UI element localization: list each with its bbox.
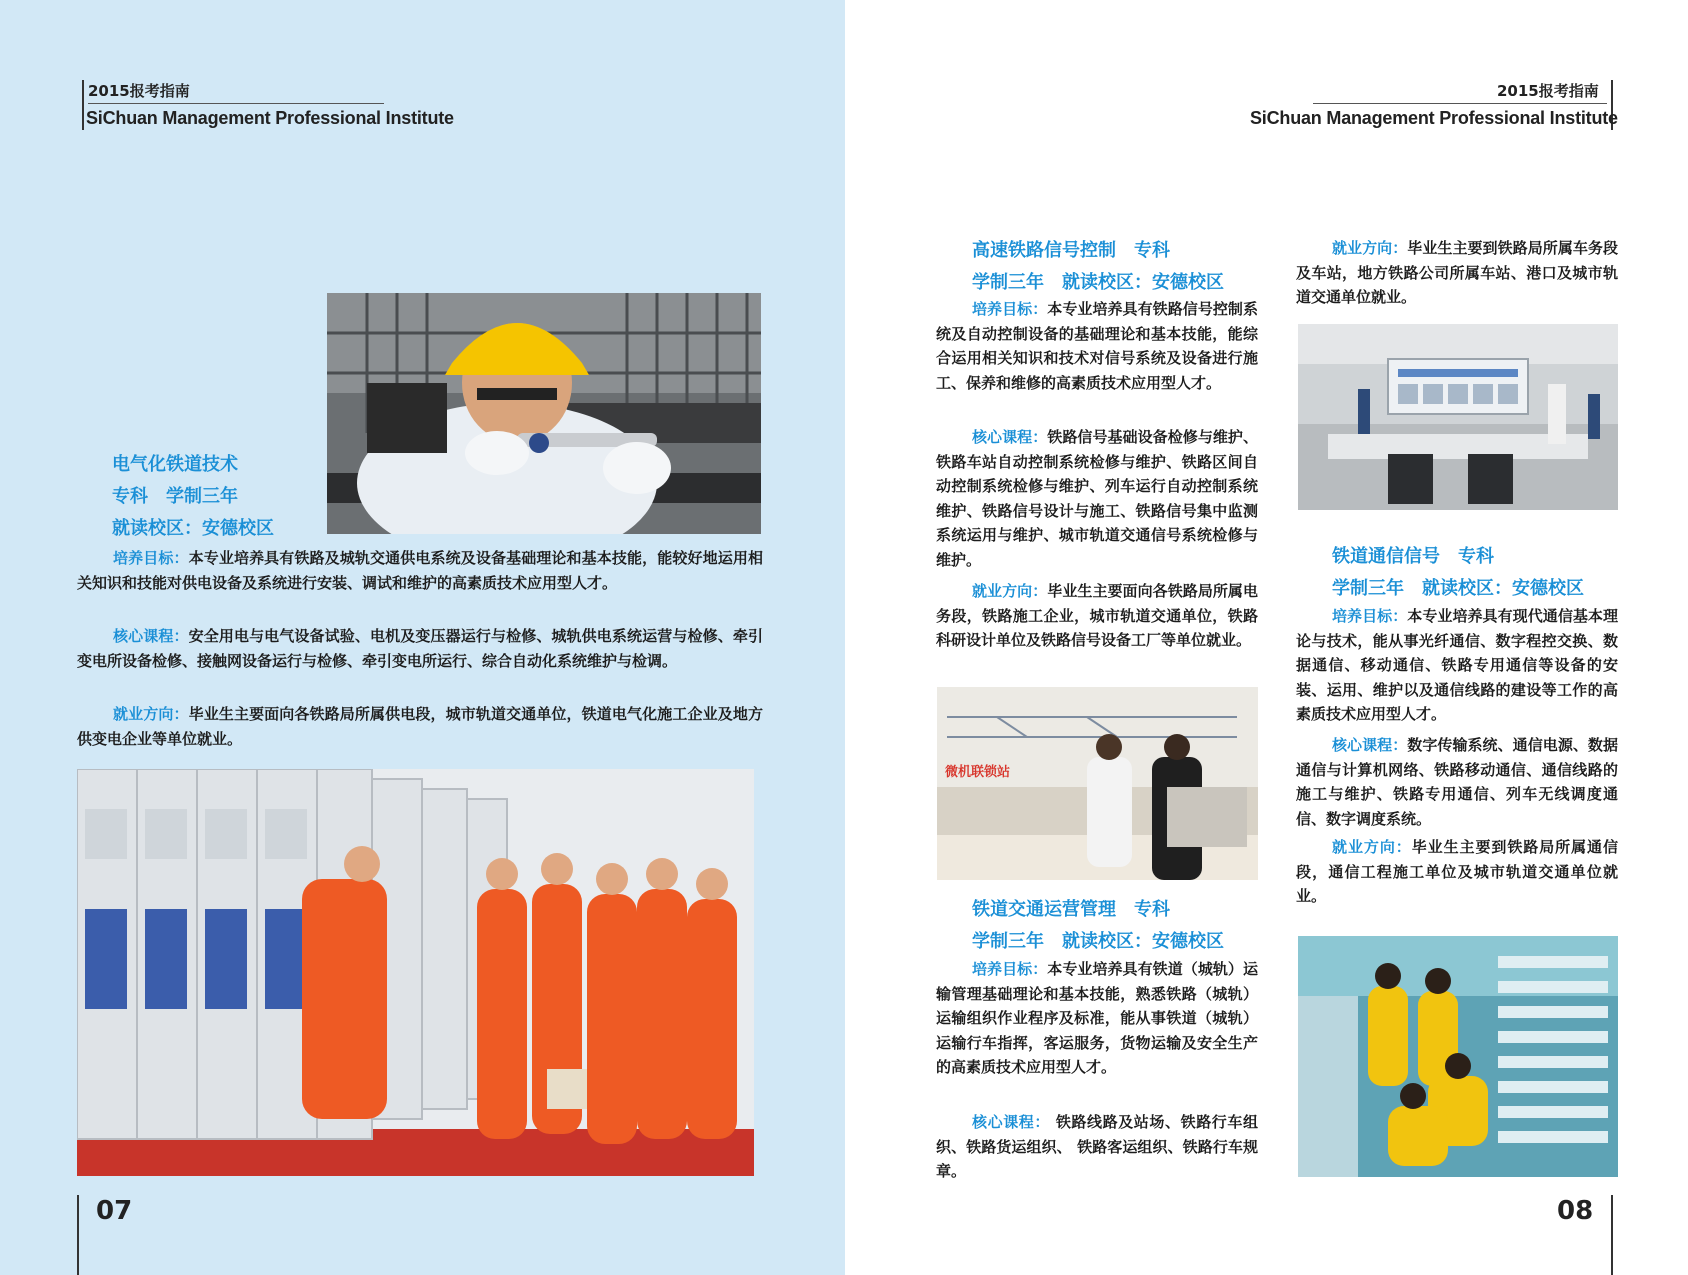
section-title-electrified: 电气化铁道技术 [112, 454, 238, 475]
header-bar-left [82, 80, 84, 130]
header-year-title: 2015报考指南 [88, 82, 190, 100]
courses-label: 核心课程： [113, 627, 189, 645]
photo-worker-helmet [327, 293, 761, 534]
career-text: 毕业生主要面向各铁路局所属电务段，铁路施工企业，城市轨道交通单位，铁路科研设计单位及铁路信号设备工厂等单位就业。 [936, 582, 1258, 649]
career-text: 毕业生主要到铁路局所属车务段及车站，地方铁路公司所属车站、港口及城市轨道交通单位就业。 [1296, 239, 1618, 306]
signal-career [936, 579, 1258, 653]
courses-label: 核心课程： [1332, 736, 1408, 754]
goal-text: 本专业培养具有铁道（城轨）运输管理基础理论和基本技能，熟悉铁路（城轨）运输组织作业程序及标准，能从事铁道（城轨）运输行车指挥，客运服务，货物运输及安全生产的高素质技术应用型人才。 [936, 960, 1258, 1076]
operations-goal [936, 957, 1258, 1080]
goal-label: 培养目标： [113, 549, 189, 567]
header-year-title-right: 2015报考指南 [1497, 82, 1599, 100]
signal-courses [936, 425, 1258, 572]
goal-label: 培养目标： [1332, 607, 1408, 625]
career-text: 毕业生主要面向各铁路局所属供电段，城市轨道交通单位，铁道电气化施工企业及地方供变电企业等单位就业。 [77, 705, 763, 748]
section-subtitle-operations: 学制三年 就读校区：安德校区 [972, 931, 1224, 952]
footer-bar-left [77, 1195, 79, 1275]
goal-text: 本专业培养具有现代通信基本理论与技术，能从事光纤通信、数字程控交换、数据通信、移动通信、铁路专用通信等设备的安装、运用、维护以及通信线路的建设等工作的高素质技术应用型人才。 [1296, 607, 1618, 723]
career-text: 毕业生主要到铁路局所属通信段，通信工程施工单位及城市轨道交通单位就业。 [1296, 838, 1618, 905]
operations-courses [936, 1110, 1258, 1184]
photo-interlocking-station [937, 687, 1258, 880]
electrified-goal [77, 546, 763, 595]
page-number-left: 07 [96, 1196, 133, 1226]
electrified-courses [77, 624, 763, 673]
career-label: 就业方向： [113, 705, 189, 723]
goal-text: 本专业培养具有铁路及城轨交通供电系统及设备基础理论和基本技能，能较好地运用相关知识和技能对供电设备及系统进行安装、调试和维护的高素质技术应用型人才。 [77, 549, 763, 592]
courses-text: 数字传输系统、通信电源、数据通信与计算机网络、铁路移动通信、通信线路的施工与维护、铁路专用通信、列车无线调度通信、数字调度系统。 [1296, 736, 1618, 828]
photo-control-room [1298, 324, 1618, 510]
comms-goal [1296, 604, 1618, 727]
courses-text: 铁路线路及站场、铁路行车组织、铁路货运组织、 铁路客运组织、铁路行车规章。 [936, 1113, 1258, 1180]
section-campus-electrified: 就读校区：安德校区 [112, 518, 274, 539]
interlocking-station-sign: 微机联锁站 [945, 765, 1011, 780]
header-institute-right: SiChuan Management Professional Institute [1250, 108, 1618, 128]
operations-career [1296, 236, 1618, 310]
career-label: 就业方向： [1332, 838, 1412, 856]
courses-text: 铁路信号基础设备检修与维护、铁路车站自动控制系统检修与维护、铁路区间自动控制系统检修与维护、列车运行自动控制系统维护、铁路信号设计与施工、铁路信号集中监测系统运用与维护、城市轨道交通信号系统检修与维护。 [936, 428, 1258, 569]
courses-label: 核心课程： [972, 428, 1048, 446]
page-number-right: 08 [1557, 1196, 1594, 1226]
header-rule-right [1313, 103, 1607, 104]
section-title-signal: 高速铁路信号控制 专科 [972, 240, 1170, 261]
section-title-operations: 铁道交通运营管理 专科 [972, 899, 1170, 920]
section-subtitle-signal: 学制三年 就读校区：安德校区 [972, 272, 1224, 293]
section-title-comms: 铁道通信信号 专科 [1332, 546, 1494, 567]
electrified-career [77, 702, 763, 751]
section-subtitle-comms: 学制三年 就读校区：安德校区 [1332, 578, 1584, 599]
signal-goal [936, 297, 1258, 395]
goal-label: 培养目标： [972, 960, 1048, 978]
photo-students-switchgear [77, 769, 754, 1176]
goal-text: 本专业培养具有铁路信号控制系统及自动控制设备的基础理论和基本技能，能综合运用相关知识和技术对信号系统及设备进行施工、保养和维修的高素质技术应用型人才。 [936, 300, 1258, 392]
goal-label: 培养目标： [972, 300, 1048, 318]
courses-label: 核心课程： [972, 1113, 1050, 1131]
header-rule [88, 103, 384, 104]
career-label: 就业方向： [1332, 239, 1408, 257]
footer-bar-right [1611, 1195, 1613, 1275]
photo-communications-lab [1298, 936, 1618, 1177]
comms-career [1296, 835, 1618, 909]
section-subtitle-electrified: 专科 学制三年 [112, 486, 238, 507]
right-page [845, 0, 1688, 1275]
header-institute: SiChuan Management Professional Institute [86, 108, 454, 128]
career-label: 就业方向： [972, 582, 1048, 600]
courses-text: 安全用电与电气设备试验、电机及变压器运行与检修、城轨供电系统运营与检修、牵引变电所设备检修、接触网设备运行与检修、牵引变电所运行、综合自动化系统维护与检调。 [77, 627, 763, 670]
comms-courses [1296, 733, 1618, 831]
